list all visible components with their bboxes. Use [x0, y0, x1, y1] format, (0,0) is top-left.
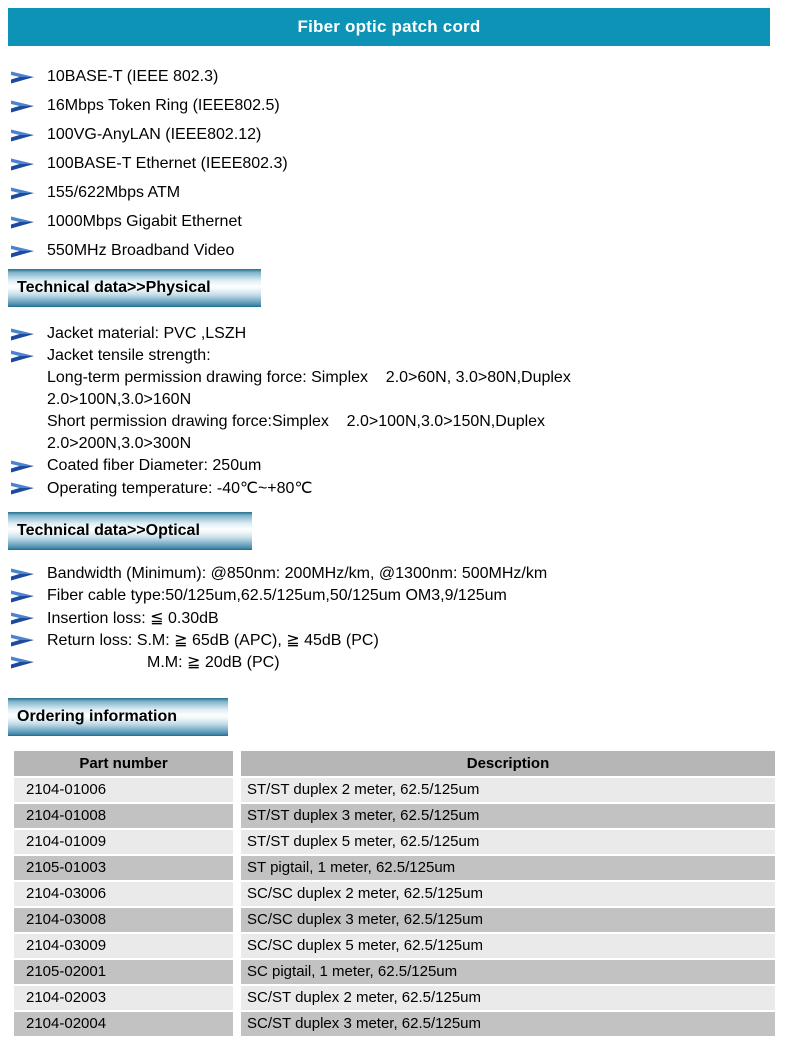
feature-text: 155/622Mbps ATM [47, 183, 181, 201]
spec-list-item [0, 629, 790, 651]
spec-list-item [0, 563, 790, 585]
part-number-cell: 2104-03008 [14, 908, 233, 932]
feature-list-item [0, 236, 790, 265]
description-cell: SC/ST duplex 3 meter, 62.5/125um [241, 1012, 775, 1036]
spec-list-item [0, 345, 790, 367]
description-cell: SC/ST duplex 2 meter, 62.5/125um [241, 986, 775, 1010]
table-row [14, 856, 775, 880]
feature-list-item [0, 178, 790, 207]
arrow-right-icon [10, 69, 36, 85]
table-row [14, 986, 775, 1010]
spec-text: Jacket material: PVC ,LSZH [47, 325, 247, 342]
arrow-right-icon [10, 156, 36, 172]
part-number-cell: 2105-02001 [14, 960, 233, 984]
arrow-right-icon [10, 588, 36, 604]
part-number-cell: 2104-03009 [14, 934, 233, 958]
spec-list-item [0, 585, 790, 607]
feature-list-item [0, 120, 790, 149]
feature-text: 16Mbps Token Ring (IEEE802.5) [47, 96, 280, 114]
table-row [14, 830, 775, 854]
arrow-right-icon [10, 98, 36, 114]
spec-text: Fiber cable type:50/125um,62.5/125um,50/125um OM3,9/125um [47, 587, 507, 604]
table-header-row [14, 751, 775, 776]
page-title-bar [8, 8, 770, 46]
arrow-right-icon [10, 566, 36, 582]
spec-text: Long-term permission drawing force: Simplex 2.0>60N, 3.0>80N,Duplex [47, 369, 571, 386]
feature-list-item [0, 149, 790, 178]
feature-list-item [0, 91, 790, 120]
part-number-cell: 2104-01009 [14, 830, 233, 854]
page-title: Fiber optic patch cord [297, 17, 481, 36]
spec-list-item [0, 411, 790, 433]
spec-list-item [0, 367, 790, 389]
arrow-right-icon [10, 243, 36, 259]
column-header-description: Description [241, 751, 775, 776]
spec-text: Coated fiber Diameter: 250um [47, 457, 262, 474]
ordering-table [14, 751, 775, 1036]
section-heading-ordering [8, 698, 228, 736]
section-heading-text: Technical data>>Physical [17, 279, 211, 296]
part-number-cell: 2104-02004 [14, 1012, 233, 1036]
physical-spec-list [0, 323, 790, 499]
part-number-cell: 2105-01003 [14, 856, 233, 880]
spec-list-item [0, 477, 790, 499]
datasheet-page [0, 8, 790, 1049]
table-row [14, 1012, 775, 1036]
spec-list-item [0, 323, 790, 345]
part-number-cell: 2104-01006 [14, 778, 233, 802]
spec-list-item [0, 433, 790, 455]
feature-text: 100BASE-T Ethernet (IEEE802.3) [47, 154, 288, 172]
feature-text: 550MHz Broadband Video [47, 241, 235, 259]
feature-list [0, 62, 790, 265]
description-cell: ST/ST duplex 2 meter, 62.5/125um [241, 778, 775, 802]
spec-list-item [0, 455, 790, 477]
spec-text: Return loss: S.M: ≧ 65dB (APC), ≧ 45dB (PC) [47, 632, 379, 649]
spec-list-item [0, 389, 790, 411]
arrow-right-icon [10, 458, 36, 474]
arrow-right-icon [10, 127, 36, 143]
feature-text: 10BASE-T (IEEE 802.3) [47, 67, 219, 85]
arrow-right-icon [10, 610, 36, 626]
table-row [14, 778, 775, 802]
spec-text: Insertion loss: ≦ 0.30dB [47, 610, 219, 627]
optical-spec-list [0, 563, 790, 673]
section-heading-text: Technical data>>Optical [17, 522, 200, 539]
section-heading-physical [8, 269, 261, 307]
spec-text: 2.0>100N,3.0>160N [47, 391, 192, 408]
part-number-cell: 2104-03006 [14, 882, 233, 906]
spec-text: Short permission drawing force:Simplex 2.0>100N,3.0>150N,Duplex [47, 413, 546, 430]
part-number-cell: 2104-01008 [14, 804, 233, 828]
spec-list-item [0, 607, 790, 629]
arrow-right-icon [10, 185, 36, 201]
description-cell: SC/SC duplex 3 meter, 62.5/125um [241, 908, 775, 932]
description-cell: SC/SC duplex 5 meter, 62.5/125um [241, 934, 775, 958]
spec-text: Operating temperature: -40℃~+80℃ [47, 480, 313, 497]
column-header-part-number: Part number [14, 751, 233, 776]
spec-text: Jacket tensile strength: [47, 347, 211, 364]
table-row [14, 882, 775, 906]
arrow-right-icon [10, 632, 36, 648]
feature-text: 100VG-AnyLAN (IEEE802.12) [47, 125, 262, 143]
feature-text: 1000Mbps Gigabit Ethernet [47, 212, 242, 230]
arrow-right-icon [10, 326, 36, 342]
arrow-right-icon [10, 654, 36, 670]
spec-text: 2.0>200N,3.0>300N [47, 435, 192, 452]
part-number-cell: 2104-02003 [14, 986, 233, 1010]
arrow-right-icon [10, 480, 36, 496]
description-cell: SC/SC duplex 2 meter, 62.5/125um [241, 882, 775, 906]
spec-text: M.M: ≧ 20dB (PC) [147, 654, 280, 671]
spec-text: Bandwidth (Minimum): @850nm: 200MHz/km, @1300nm: 500MHz/km [47, 565, 548, 582]
table-body [14, 778, 775, 1036]
table-row [14, 804, 775, 828]
table-row [14, 960, 775, 984]
arrow-right-icon [10, 348, 36, 364]
table-row [14, 908, 775, 932]
spec-list-item [0, 651, 790, 673]
description-cell: SC pigtail, 1 meter, 62.5/125um [241, 960, 775, 984]
table-row [14, 934, 775, 958]
section-heading-optical [8, 512, 252, 550]
description-cell: ST pigtail, 1 meter, 62.5/125um [241, 856, 775, 880]
feature-list-item [0, 62, 790, 91]
description-cell: ST/ST duplex 5 meter, 62.5/125um [241, 830, 775, 854]
feature-list-item [0, 207, 790, 236]
description-cell: ST/ST duplex 3 meter, 62.5/125um [241, 804, 775, 828]
arrow-right-icon [10, 214, 36, 230]
section-heading-text: Ordering information [17, 708, 177, 725]
